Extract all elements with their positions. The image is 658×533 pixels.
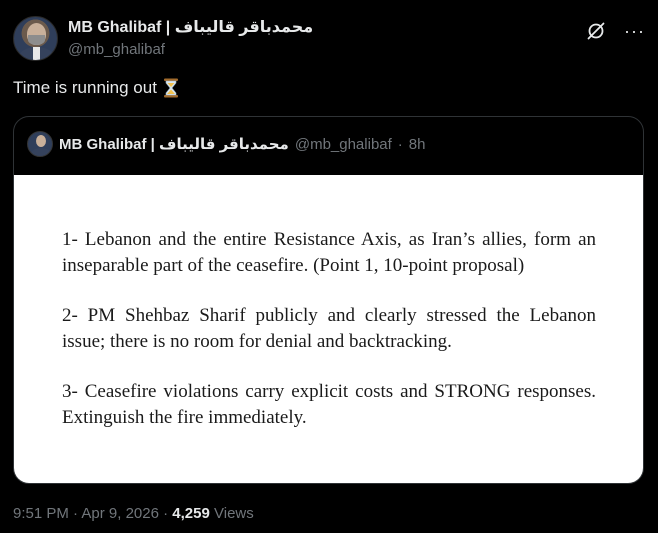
quoted-separator: ·: [397, 135, 403, 153]
hourglass-icon: [163, 78, 179, 98]
tweet-footer: [13, 505, 254, 522]
author-names: [68, 17, 313, 58]
quoted-avatar: [27, 131, 53, 157]
footer-separator: ·: [73, 505, 79, 522]
quoted-handle: @mb_ghalibaf: [294, 135, 392, 153]
footer-separator: ·: [163, 505, 169, 522]
tweet-text: Time is running out: [13, 78, 157, 97]
tweet-header: [13, 15, 645, 63]
grok-icon[interactable]: [586, 21, 606, 41]
views-count[interactable]: 4,259: [172, 505, 210, 522]
post-time[interactable]: 9:51 PM: [13, 505, 69, 522]
more-icon[interactable]: ···: [624, 21, 645, 41]
statement-paragraph-2: 2- PM Shehbaz Sharif publicly and clearly stressed the Lebanon issue; there is no room for denial and backtracking.: [62, 305, 596, 352]
quoted-tweet-header: [27, 130, 425, 158]
quoted-tweet[interactable]: [13, 116, 644, 484]
author-handle[interactable]: @mb_ghalibaf: [68, 41, 165, 58]
quoted-display-name: محمدباقر قالیباف | MB Ghalibaf: [59, 136, 289, 153]
quoted-age: 8h: [408, 135, 426, 153]
author-display-name[interactable]: محمدباقر قالیباف | MB Ghalibaf: [68, 19, 314, 36]
tweet-body: [13, 78, 179, 98]
avatar[interactable]: [13, 16, 58, 61]
post-date[interactable]: Apr 9, 2026: [81, 505, 159, 522]
statement-paragraph-3: 3- Ceasefire violations carry explicit costs and STRONG responses. Extinguish the fire immediately.: [62, 381, 596, 428]
views-label: Views: [214, 505, 254, 522]
statement-paragraph-1: 1- Lebanon and the entire Resistance Axis, as Iran’s allies, form an inseparable part of the ceasefire. (Point 1, 10-point proposal): [62, 229, 596, 276]
tweet-actions: [586, 21, 645, 41]
quoted-image[interactable]: [14, 175, 643, 484]
